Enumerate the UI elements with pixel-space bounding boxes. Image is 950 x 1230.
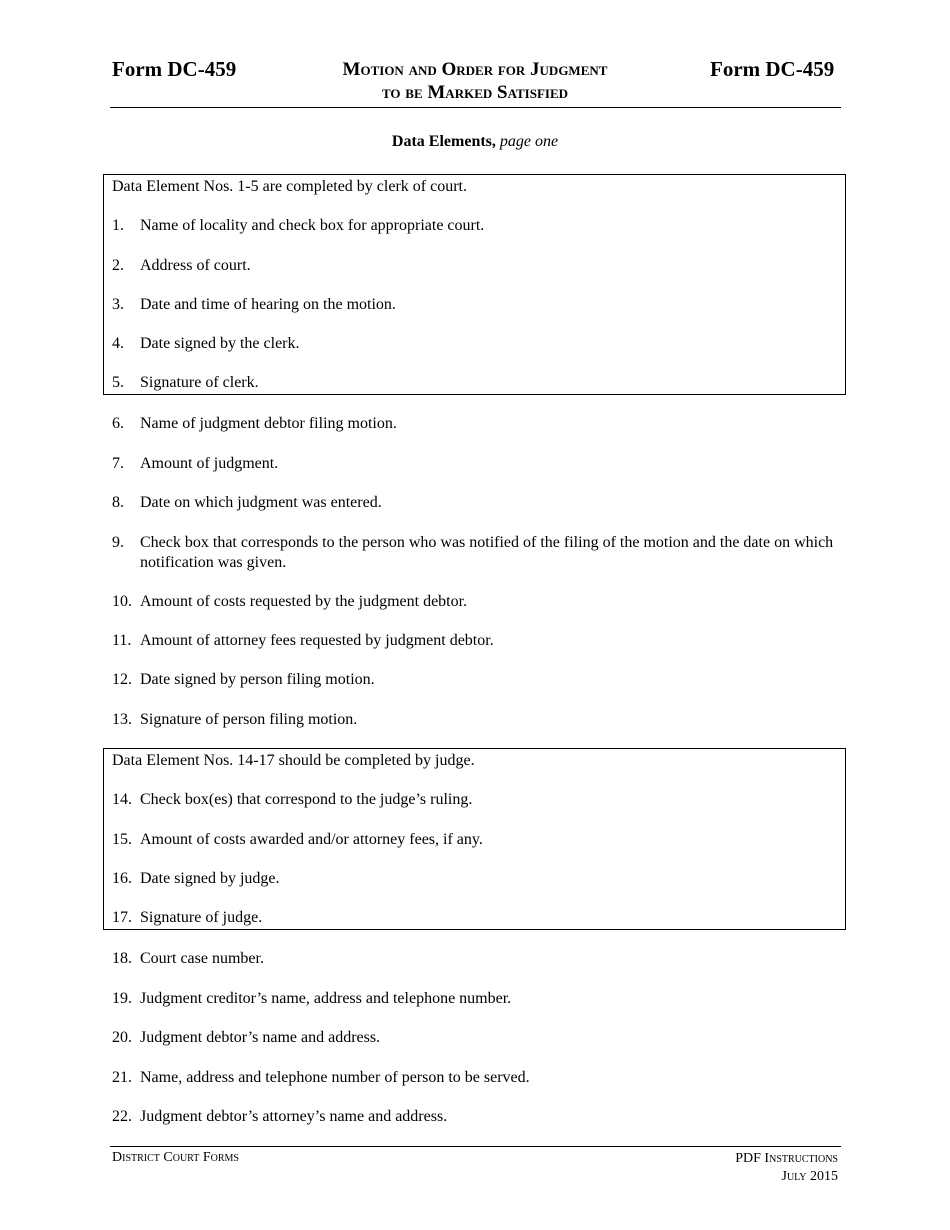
item-number: 20. (112, 1029, 132, 1046)
footer-right (735, 1150, 838, 1186)
item-text: Judgment creditor’s name, address and telephone number. (140, 990, 512, 1007)
item-text: Check box(es) that correspond to the judge’s ruling. (140, 791, 473, 808)
item-text: Court case number. (140, 950, 264, 967)
item-number: 16. (112, 870, 132, 887)
item-text: Judgment debtor’s attorney’s name and address. (140, 1108, 448, 1125)
list-item (112, 830, 842, 850)
clerk-box-intro: Data Element Nos. 1-5 are completed by clerk of court. (112, 178, 467, 195)
item-number: 14. (112, 791, 132, 808)
list-item (112, 454, 842, 474)
header-divider (110, 107, 841, 108)
list-item (112, 216, 842, 236)
page-title (290, 58, 660, 104)
item-number: 1. (112, 217, 124, 234)
list-item (112, 1028, 842, 1048)
item-number: 3. (112, 296, 124, 313)
list-item (112, 493, 842, 513)
item-text: Address of court. (140, 257, 251, 274)
list-item (112, 1107, 842, 1127)
item-number: 2. (112, 257, 124, 274)
list-item (112, 334, 842, 354)
item-number: 9. (112, 534, 124, 551)
item-text: Amount of attorney fees requested by judgment debtor. (140, 632, 494, 649)
list-item (112, 295, 842, 315)
item-number: 21. (112, 1069, 132, 1086)
item-text: Amount of judgment. (140, 455, 279, 472)
list-item (112, 670, 842, 690)
item-number: 11. (112, 632, 132, 649)
list-item (112, 869, 842, 889)
page-title-line1: Motion and Order for Judgment (342, 59, 608, 80)
item-text: Date signed by the clerk. (140, 335, 300, 352)
item-number: 17. (112, 909, 132, 926)
list-item (112, 908, 842, 928)
item-number: 6. (112, 415, 124, 432)
list-item (112, 631, 842, 651)
item-number: 8. (112, 494, 124, 511)
item-number: 12. (112, 671, 132, 688)
item-text: Amount of costs requested by the judgment debtor. (140, 593, 468, 610)
item-number: 4. (112, 335, 124, 352)
form-number-left: Form DC-459 (112, 57, 237, 81)
list-item (112, 373, 842, 393)
list-item (112, 256, 842, 276)
item-number: 18. (112, 950, 132, 967)
item-number: 7. (112, 455, 124, 472)
item-text: Judgment debtor’s name and address. (140, 1029, 381, 1046)
list-item (112, 592, 842, 612)
subtitle-italic: page one (499, 133, 559, 150)
item-text: Date and time of hearing on the motion. (140, 296, 396, 313)
footer-right-line2: July 2015 (781, 1169, 838, 1184)
item-number: 10. (112, 593, 132, 610)
footer-left: District Court Forms (112, 1150, 239, 1165)
list-item (112, 414, 842, 434)
list-item (112, 1068, 842, 1088)
section-subtitle (0, 133, 950, 151)
item-number: 19. (112, 990, 132, 1007)
item-number: 5. (112, 374, 124, 391)
list-item (112, 533, 842, 573)
item-text: Name, address and telephone number of person to be served. (140, 1069, 530, 1086)
item-text: Name of judgment debtor filing motion. (140, 415, 397, 432)
item-text: Signature of clerk. (140, 374, 259, 391)
list-item (112, 790, 842, 810)
list-item (112, 989, 842, 1009)
item-number: 22. (112, 1108, 132, 1125)
item-text: Check box that corresponds to the person who was notified of the filing of the motion and the date on which notification was given. (140, 534, 834, 571)
item-number: 13. (112, 711, 132, 728)
item-text: Date on which judgment was entered. (140, 494, 382, 511)
item-text: Amount of costs awarded and/or attorney fees, if any. (140, 831, 483, 848)
form-number-right: Form DC-459 (710, 57, 835, 81)
footer-right-line1: PDF Instructions (735, 1151, 838, 1166)
list-item (112, 710, 842, 730)
page-title-line2: to be Marked Satisfied (381, 82, 569, 103)
list-item (112, 949, 842, 969)
judge-box-intro: Data Element Nos. 14-17 should be completed by judge. (112, 752, 475, 769)
item-text: Date signed by person filing motion. (140, 671, 375, 688)
item-text: Name of locality and check box for appropriate court. (140, 217, 485, 234)
item-text: Signature of judge. (140, 909, 263, 926)
subtitle-bold: Data Elements, (391, 133, 496, 150)
footer-divider (110, 1146, 841, 1147)
item-text: Signature of person filing motion. (140, 711, 358, 728)
item-text: Date signed by judge. (140, 870, 280, 887)
clerk-elements-box (103, 174, 846, 395)
item-number: 15. (112, 831, 132, 848)
